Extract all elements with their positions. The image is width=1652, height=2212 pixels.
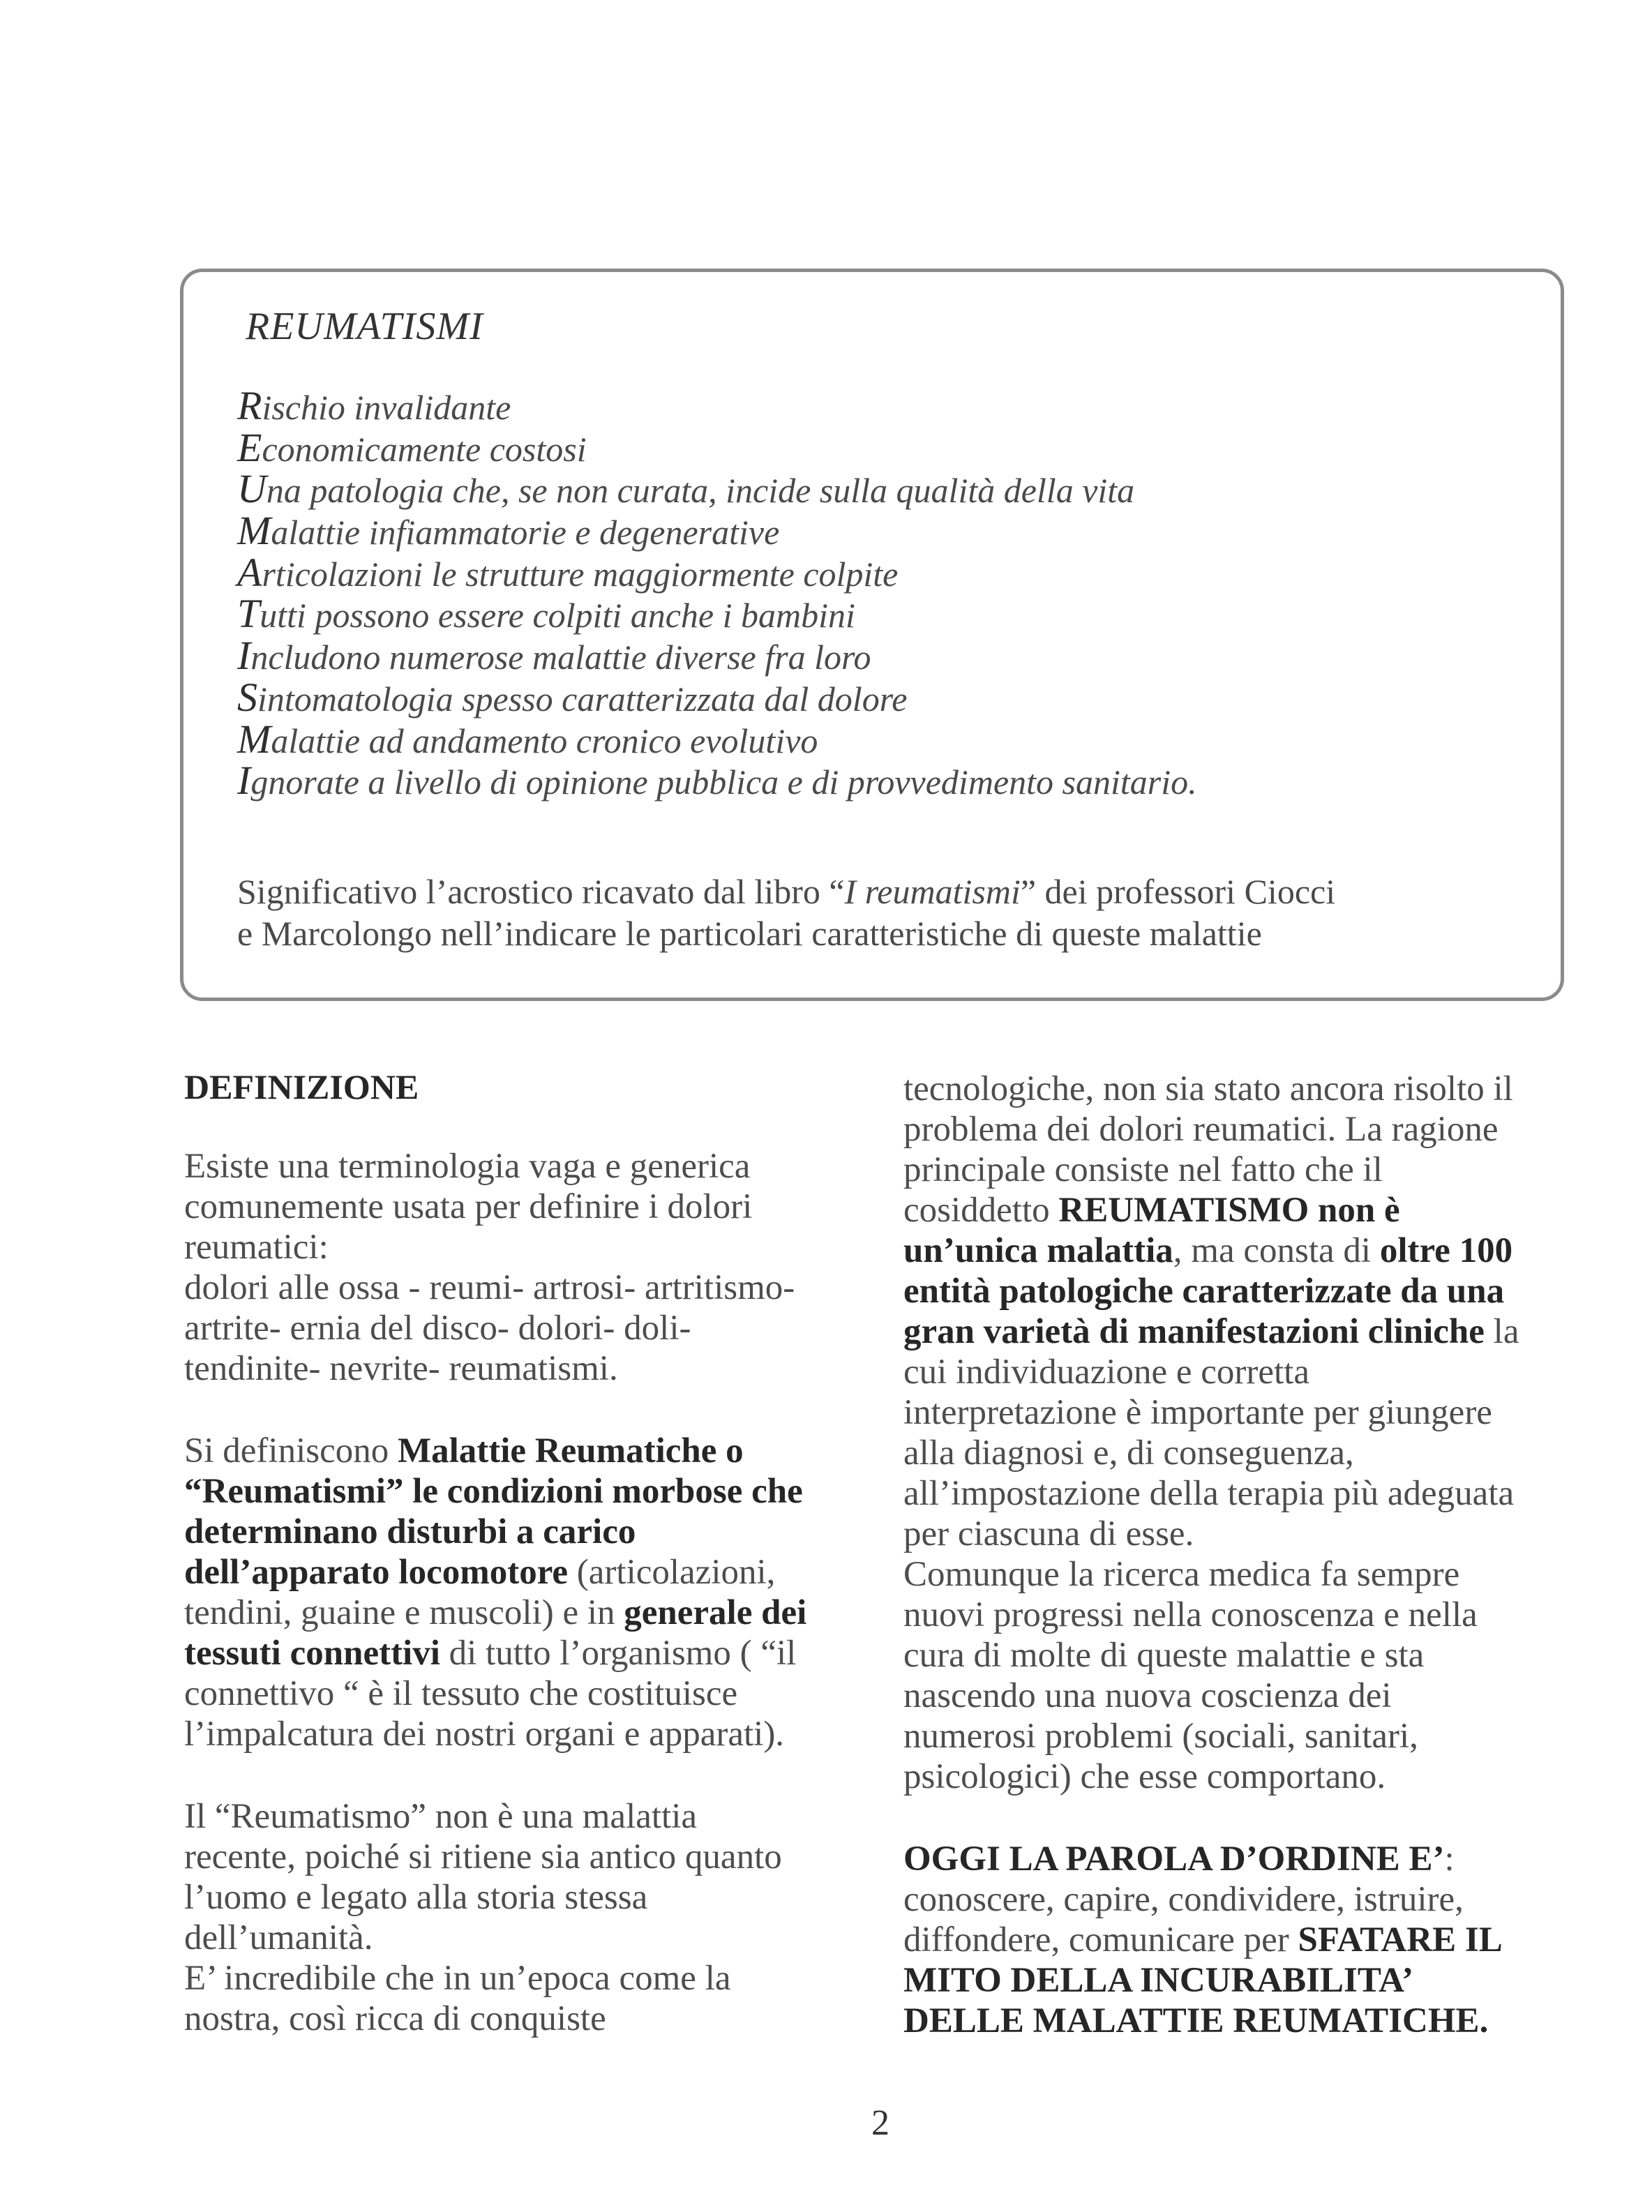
box-title: REUMATISMI — [246, 305, 483, 348]
paragraph-terminology: Esiste una terminologia vaga e generica comunemente usata per definire i dolori reumatici: dolori alle ossa - reumi- artrosi- artritismo- artrite- ernia del disco- dolori- doli- tendinite- nevrite- reumatismi. — [184, 1147, 795, 1388]
acrostic-line: Articolazioni le strutture maggiormente colpite — [237, 549, 899, 595]
paragraph-motto: OGGI LA PAROLA D’ORDINE E’: conoscere, capire, condividere, istruire, diffondere, comunicare per SFATARE IL MITO DELLA INCURABILITA’ DELLE MALATTIE REUMATICHE. — [903, 1839, 1503, 2040]
book-title: I reumatismi — [844, 872, 1021, 911]
acrostic-line: Malattie infiammatorie e degenerative — [237, 508, 780, 554]
acrostic-line: Includono numerose malattie diverse fra loro — [237, 633, 871, 679]
paragraph-continuation: tecnologiche, non sia stato ancora risolto il problema dei dolori reumatici. La ragione principale consiste nel fatto che il cosiddetto REUMATISMO non è un’unica malattia, ma consta di oltre 100 entità patologiche caratterizzate da una gran varietà di manifestazioni cliniche la cui individuazione e corretta interpretazione è importante per giungere alla diagnosi e, di conseguenza, all’impostazione della terapia più adeguata per ciascuna di esse. Comunque la ricerca medica fa sempre nuovi progressi nella conoscenza e nella cura di molte di queste malattie e sta nascendo una nuova coscienza dei numerosi problemi (sociali, sanitari, psicologici) che esse comportano. — [903, 1069, 1519, 1796]
right-column — [903, 1069, 1573, 2041]
acrostic-line: Tutti possono essere colpiti anche i bambini — [237, 591, 855, 637]
acrostic-line: Sintomatologia spesso caratterizzata dal dolore — [237, 674, 908, 720]
page-number: 2 — [871, 2103, 889, 2143]
section-heading: DEFINIZIONE — [184, 1067, 419, 1106]
acrostic-line: Economicamente costosi — [237, 424, 587, 470]
acrostic-line: Ignorate a livello di opinione pubblica e di provvedimento sanitario. — [237, 758, 1197, 804]
acrostic-line: Rischio invalidante — [237, 383, 511, 428]
left-column — [184, 1067, 882, 2039]
box-caption: Significativo l’acrostico ricavato dal libro “I reumatismi” dei professori Ciocci e Marcolongo nell’indicare le particolari caratteristiche di queste malattie — [237, 872, 1336, 953]
acrostic-line: Una patologia che, se non curata, incide sulla qualità della vita — [237, 466, 1135, 512]
paragraph-history: Il “Reumatismo” non è una malattia recente, poiché si ritiene sia antico quanto l’uomo e legato alla storia stessa dell’umanità. E’ incredibile che in un’epoca come la nostra, così ricca di conquiste — [184, 1797, 782, 2038]
acrostic-list — [237, 385, 1197, 802]
paragraph-definition: Si definiscono Malattie Reumatiche o “Reumatismi” le condizioni morbose che determinano disturbi a carico dell’apparato locomotore (articolazioni, tendini, guaine e muscoli) e in generale dei tessuti connettivi di tutto l’organismo ( “il connettivo “ è il tessuto che costituisce l’impalcatura dei nostri organi e apparati). — [184, 1431, 807, 1754]
acrostic-line: Malattie ad andamento cronico evolutivo — [237, 716, 818, 762]
